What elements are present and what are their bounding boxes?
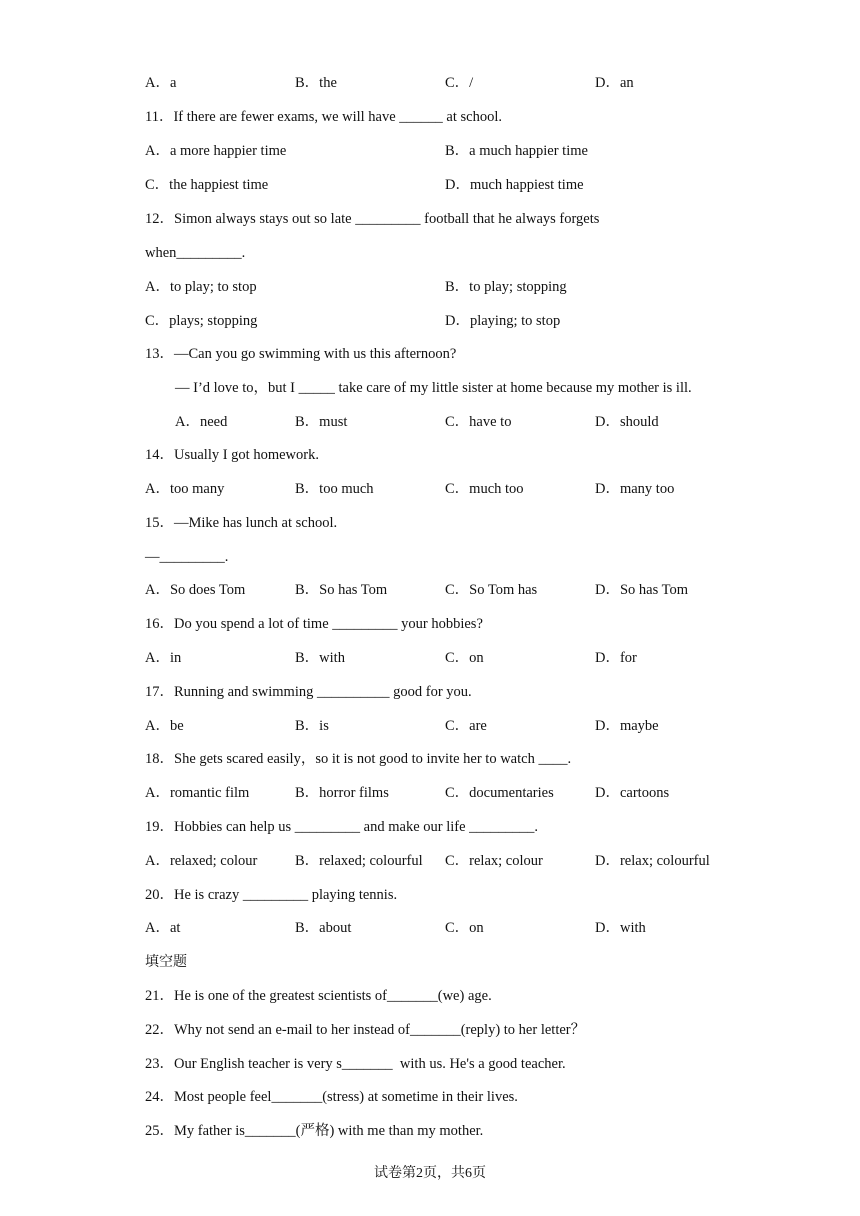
q14-option-c: C．much too [445,481,524,497]
q14-option-d: D．many too [595,481,675,497]
q14-option-b: B．too much [295,481,374,497]
fill-question-25: 25．My father is_______(严格) with me than my mother. [145,1123,484,1139]
q12-question-cont: when_________. [145,245,246,261]
q16-option-a: A．in [145,650,182,666]
q10-option-d: D．an [595,75,634,91]
q17-option-c: C．are [445,718,487,734]
q17-option-b: B．is [295,718,329,734]
q13-option-a: A．need [175,414,228,430]
q19-option-a: A．relaxed; colour [145,853,258,869]
page-footer: 试卷第2页，共6页 [374,1166,486,1181]
q20-option-d: D．with [595,920,646,936]
q18-question: 18．She gets scared easily，so it is not good to invite her to watch ____. [145,751,572,767]
q20-option-a: A．at [145,920,181,936]
q18-option-a: A．romantic film [145,785,250,801]
fill-question-21: 21．He is one of the greatest scientists of_______(we) age. [145,988,492,1004]
q15-option-c: C．So Tom has [445,582,538,598]
q15-option-b: B．So has Tom [295,582,388,598]
q10-option-b: B．the [295,75,337,91]
q11-option-c: C．the happiest time [145,177,269,193]
q19-option-d: D．relax; colourful [595,853,710,869]
q17-question: 17．Running and swimming __________ good for you. [145,684,472,700]
q12-option-b: B．to play; stopping [445,279,567,295]
q19-option-b: B．relaxed; colourful [295,853,423,869]
q11-option-a: A．a more happier time [145,143,287,159]
q15-option-d: D．So has Tom [595,582,688,598]
q10-option-a: A．a [145,75,177,91]
q15-question: 15．—Mike has lunch at school. [145,515,338,531]
q17-option-a: A．be [145,718,184,734]
q13-option-b: B．must [295,414,348,430]
q20-question: 20．He is crazy _________ playing tennis. [145,887,398,903]
q20-option-c: C．on [445,920,484,936]
q12-option-d: D．playing; to stop [445,313,561,329]
q19-question: 19．Hobbies can help us _________ and make our life _________. [145,819,539,835]
q14-question: 14．Usually I got homework. [145,447,319,463]
q14-option-a: A．too many [145,481,225,497]
q18-option-c: C．documentaries [445,785,554,801]
q12-question: 12．Simon always stays out so late _________ football that he always forgets [145,211,600,227]
q18-option-b: B．horror films [295,785,389,801]
q16-option-b: B．with [295,650,345,666]
q16-option-c: C．on [445,650,484,666]
q16-question: 16．Do you spend a lot of time _________ your hobbies? [145,616,483,632]
q19-option-c: C．relax; colour [445,853,543,869]
q11-question: 11．If there are fewer exams, we will have ______ at school. [145,109,502,125]
q12-option-a: A．to play; to stop [145,279,257,295]
fill-question-23: 23．Our English teacher is very s_______ with us. He's a good teacher. [145,1056,566,1072]
fill-question-22: 22．Why not send an e-mail to her instead of_______(reply) to her letter？ [145,1022,586,1038]
fill-question-24: 24．Most people feel_______(stress) at sometime in their lives. [145,1089,518,1105]
q20-option-b: B．about [295,920,352,936]
q11-option-b: B．a much happier time [445,143,588,159]
q18-option-d: D．cartoons [595,785,670,801]
q15-option-a: A．So does Tom [145,582,246,598]
q10-option-c: C．/ [445,75,474,91]
q12-option-c: C．plays; stopping [145,313,258,329]
q16-option-d: D．for [595,650,637,666]
q13-option-d: D．should [595,414,659,430]
q11-option-d: D．much happiest time [445,177,584,193]
q15-reply: —_________. [145,549,229,565]
q13-reply: — I’d love to，but I _____ take care of my little sister at home because my mother is ill. [175,380,692,396]
q13-question: 13．—Can you go swimming with us this afternoon? [145,346,457,362]
section-title: 填空题 [145,954,187,970]
q17-option-d: D．maybe [595,718,659,734]
q13-option-c: C．have to [445,414,512,430]
